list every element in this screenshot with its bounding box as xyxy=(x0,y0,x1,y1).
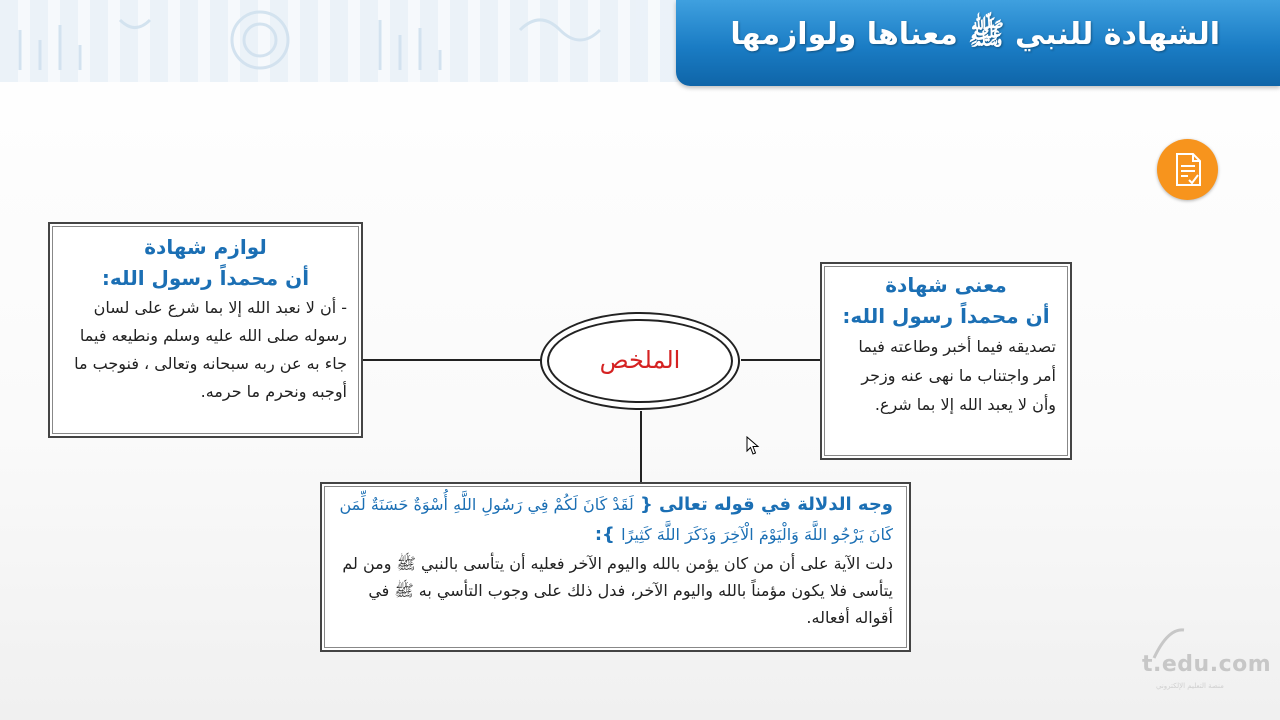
logo-subtitle: منصة التعليم الإلكتروني xyxy=(1156,682,1224,690)
brand-logo xyxy=(1142,624,1272,694)
connector-bottom xyxy=(640,411,642,482)
connector-right xyxy=(741,359,820,361)
summary-node xyxy=(540,312,740,410)
evidence-heading-close: }: xyxy=(594,524,615,545)
requirements-heading-line1: لوازم شهادة xyxy=(144,235,267,259)
evidence-heading xyxy=(338,490,893,550)
meaning-heading-line2: أن محمداً رسول الله: xyxy=(842,304,1050,328)
requirements-body: - أن لا نعبد الله إلا بما شرع على لسان رسوله صلى الله عليه وسلم ونطيعه فيما جاء به عن ربه سبحانه وتعالى ، فنوجب ما أوجبه ونحرم ما حرمه. xyxy=(74,298,347,401)
requirements-box xyxy=(48,222,363,438)
connector-left xyxy=(363,359,541,361)
summary-label: الملخص xyxy=(599,346,681,374)
meaning-box xyxy=(820,262,1072,460)
page-title: الشهادة للنبي ﷺ معناها ولوازمها xyxy=(730,17,1220,52)
meaning-heading xyxy=(836,270,1056,332)
evidence-body: دلت الآية على أن من كان يؤمن بالله واليوم الآخر فعليه أن يتأسى بالنبي ﷺ ومن لم يتأسى فلا يكون مؤمناً بالله واليوم الآخر، فدل ذلك على وجوب التأسي به ﷺ في أقواله أفعاله. xyxy=(342,554,893,627)
evidence-heading-text: وجه الدلالة في قوله تعالى { xyxy=(639,494,893,515)
requirements-heading-line2: أن محمداً رسول الله: xyxy=(101,266,310,290)
header-decoration xyxy=(0,0,680,82)
quran-verse: لَقَدْ كَانَ لَكُمْ فِي رَسُولِ اللَّهِ أُسْوَةٌ حَسَنَةٌ لِّمَن كَانَ يَرْجُو اللَّهَ وَالْيَوْمَ الْآخِرَ وَذَكَرَ اللَّهَ كَثِيرًا xyxy=(339,495,893,544)
mouse-pointer-icon xyxy=(746,436,760,456)
meaning-heading-line1: معنى شهادة xyxy=(885,273,1007,297)
requirements-heading xyxy=(64,232,347,294)
logo-text: t.edu.com xyxy=(1142,652,1272,677)
meaning-body: تصديقه فيما أخبر وطاعته فيما أمر واجتناب ما نهى عنه وزجر وأن لا يعبد الله إلا بما شرع. xyxy=(858,337,1056,414)
evidence-box xyxy=(320,482,911,652)
document-check-icon[interactable] xyxy=(1157,139,1218,200)
title-bar xyxy=(676,0,1280,86)
